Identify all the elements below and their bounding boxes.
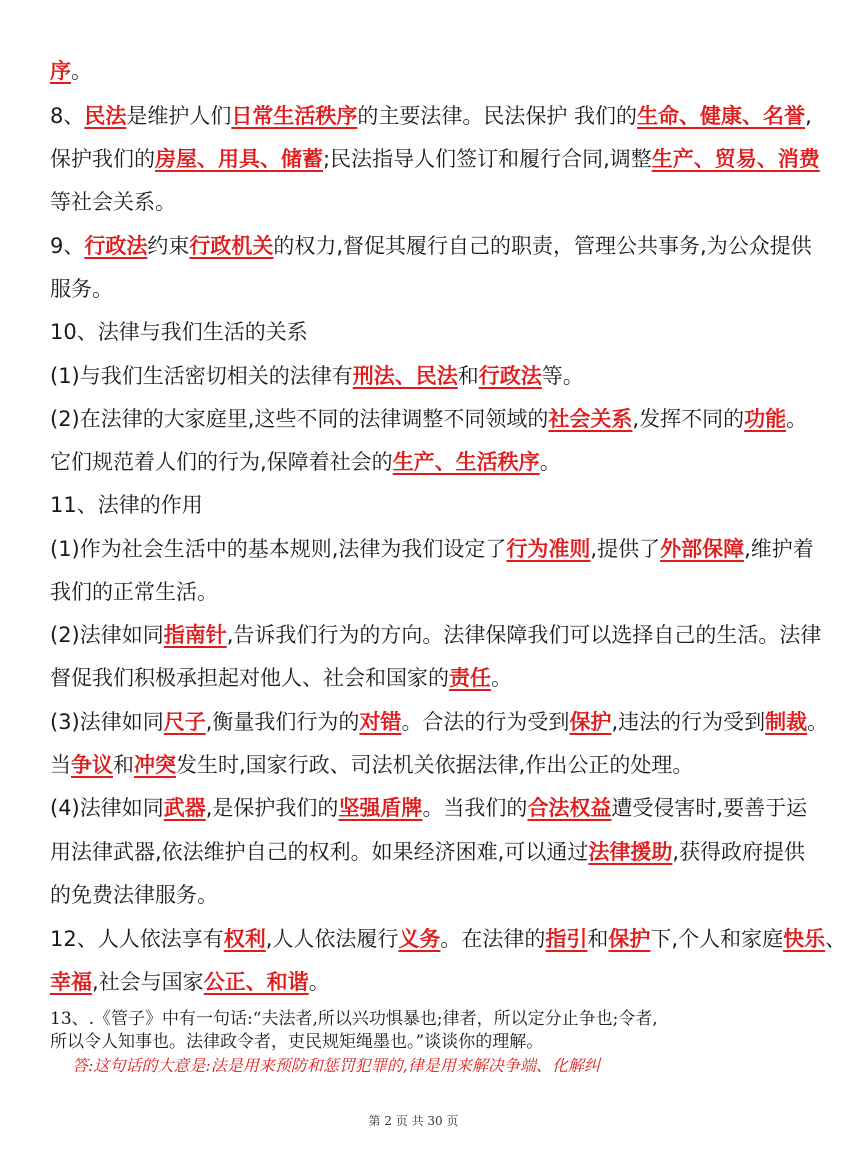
item-number: 8、 — [50, 104, 85, 128]
text-segment: (1)与我们生活密切相关的法律有 — [50, 364, 353, 388]
text-segment: 13、.《管子》中有一句话:“夫法者,所以兴功惧暴也;律者，所以定分止争也;令者, — [50, 1009, 658, 1029]
keyword: 冲突 — [134, 753, 176, 777]
keyword: 行政法 — [478, 364, 542, 388]
text-segment: 。 — [71, 59, 92, 83]
keyword: 房屋、用具、储蓄 — [155, 147, 323, 171]
text-segment: ,是保护我们的 — [205, 796, 339, 820]
text-segment: , — [805, 104, 812, 128]
keyword: 武器 — [163, 796, 206, 820]
text-segment: ,获得政府提供 — [672, 840, 806, 864]
text-segment: 服务。 — [50, 277, 113, 301]
keyword: 争议 — [71, 753, 113, 777]
keyword: 生命、健康、名誉 — [637, 104, 806, 128]
text-segment: ,衡量我们行为的 — [205, 710, 360, 734]
keyword: 日常生活秩序 — [231, 104, 358, 128]
text-segment: 督促我们积极承担起对他人、社会和国家的 — [50, 666, 449, 690]
text-segment: 。 — [308, 970, 330, 994]
keyword: 行政法 — [84, 234, 148, 258]
page-number: 第 2 页 共 30 页 — [368, 1114, 459, 1128]
answer-text: 答:这句话的大意是:法是用来预防和惩罚犯罪的,律是用来解决争端、化解纠 — [72, 1056, 600, 1075]
keyword: 制裁 — [765, 710, 808, 734]
item-8-line-1 — [50, 101, 812, 131]
text-segment: 它们规范着人们的行为,保障着社会的 — [50, 450, 393, 474]
text-segment: 遭受侵害时,要善于运 — [611, 796, 808, 820]
text-segment: 和 — [457, 364, 479, 388]
text-segment: 我们的正常生活。 — [50, 580, 218, 604]
item-11-4-line-3 — [50, 880, 218, 910]
text-segment: 的权力,督促其履行自己的职责，管理公共事务,为公众提供 — [273, 234, 812, 258]
item-11-2-line-1 — [50, 620, 821, 650]
text-segment: 当 — [50, 753, 71, 777]
text-segment: 是维护人们 — [126, 104, 232, 128]
text-segment: 保护我们的 — [50, 147, 155, 171]
text-segment: (3)法律如同 — [50, 710, 164, 734]
item-8-line-3 — [50, 187, 176, 217]
item-11-2-line-2 — [50, 663, 512, 693]
keyword: 对错 — [359, 710, 402, 734]
text-segment: 。 — [539, 450, 561, 474]
text-segment: ,提供了 — [590, 537, 661, 561]
text-segment: 的主要法律。民法保护 我们的 — [357, 104, 638, 128]
text-segment: 。在法律的 — [440, 927, 546, 951]
text-segment: ,告诉我们行为的方向。法律保障我们可以选择自己的生活。法律 — [226, 623, 822, 647]
text-segment: 约束 — [147, 234, 190, 258]
text-segment: 。合法的行为受到 — [401, 710, 570, 734]
question-13-line-2 — [50, 1031, 543, 1053]
item-11-4-line-2 — [50, 837, 805, 867]
keyword: 合法权益 — [527, 796, 612, 820]
item-12-line-2 — [50, 967, 330, 997]
text-segment: 和 — [113, 753, 134, 777]
keyword: 法律援助 — [588, 840, 673, 864]
keyword: 义务 — [398, 927, 441, 951]
text-segment: 的免费法律服务。 — [50, 883, 218, 907]
keyword: 指引 — [545, 927, 588, 951]
keyword: 行政机关 — [189, 234, 274, 258]
keyword: 责任 — [449, 666, 491, 690]
text-segment: (2)在法律的大家庭里,这些不同的法律调整不同领域的 — [50, 407, 549, 431]
keyword: 生产、贸易、消费 — [651, 147, 820, 171]
item-11-4-line-1 — [50, 793, 807, 823]
text-segment: 等。 — [541, 364, 584, 388]
keyword: 尺子 — [163, 710, 206, 734]
heading-text: 11、法律的作用 — [50, 493, 203, 517]
section-heading-10 — [50, 317, 308, 347]
keyword: 保护 — [569, 710, 612, 734]
text-segment: ,违法的行为受到 — [611, 710, 766, 734]
keyword: 功能 — [744, 407, 787, 431]
item-number: 9、 — [50, 234, 85, 258]
item-11-1-line-1 — [50, 534, 814, 564]
keyword: 保护 — [608, 927, 651, 951]
page-footer — [0, 1112, 827, 1129]
keyword: 快乐 — [783, 927, 826, 951]
item-8-line-2 — [50, 144, 820, 174]
text-segment: ,发挥不同的 — [632, 407, 745, 431]
text-segment: 、 — [825, 927, 846, 951]
text-segment: 。当我们的 — [422, 796, 528, 820]
text-segment: ,维护着 — [744, 537, 814, 561]
text-segment: ,社会与国家 — [92, 970, 204, 994]
text-segment: 下,个人和家庭 — [650, 927, 784, 951]
text-segment: ,人人依法履行 — [265, 927, 399, 951]
item-11-1-line-2 — [50, 577, 218, 607]
text-segment: 。 — [491, 666, 512, 690]
text-segment: 发生时,国家行政、司法机关依据法律,作出公正的处理。 — [176, 753, 694, 777]
item-11-3-line-1 — [50, 707, 828, 737]
keyword: 指南针 — [163, 623, 227, 647]
keyword: 权利 — [223, 927, 266, 951]
text-segment: (1)作为社会生活中的基本规则,法律为我们设定了 — [50, 537, 507, 561]
keyword: 坚强盾牌 — [338, 796, 423, 820]
text-segment: (4)法律如同 — [50, 796, 164, 820]
item-10-1 — [50, 361, 584, 391]
text-segment: ;民法指导人们签订和履行合同,调整 — [323, 147, 652, 171]
text-segment: 。 — [786, 407, 808, 431]
answer-line — [72, 1055, 600, 1077]
item-11-3-line-2 — [50, 750, 693, 780]
keyword: 外部保障 — [660, 537, 745, 561]
text-segment: 和 — [587, 927, 609, 951]
keyword: 行为准则 — [506, 537, 591, 561]
text-segment: 12、人人依法享有 — [50, 927, 224, 951]
text-segment: 等社会关系。 — [50, 190, 176, 214]
heading-text: 10、法律与我们生活的关系 — [50, 320, 308, 344]
item-9-line-1 — [50, 231, 812, 261]
item-12-line-1 — [50, 924, 846, 954]
keyword: 幸福 — [50, 970, 92, 994]
keyword: 序 — [50, 59, 71, 83]
item-9-line-2 — [50, 274, 113, 304]
text-segment: 用法律武器,依法维护自己的权利。如果经济困难,可以通过 — [50, 840, 589, 864]
keyword: 民法 — [84, 104, 127, 128]
keyword: 社会关系 — [548, 407, 633, 431]
question-13-line-1 — [50, 1008, 658, 1030]
keyword: 刑法、民法 — [352, 364, 458, 388]
keyword: 生产、生活秩序 — [392, 450, 540, 474]
text-segment: 。 — [807, 710, 829, 734]
text-segment: (2)法律如同 — [50, 623, 164, 647]
section-heading-11 — [50, 490, 203, 520]
text-segment: 所以令人知事也。法律政令者，吏民规矩绳墨也。”谈谈你的理解。 — [50, 1032, 544, 1052]
keyword: 公正、和谐 — [203, 970, 309, 994]
item-10-2-line-1 — [50, 404, 807, 434]
item-10-2-line-2 — [50, 447, 561, 477]
text-line — [50, 56, 92, 86]
